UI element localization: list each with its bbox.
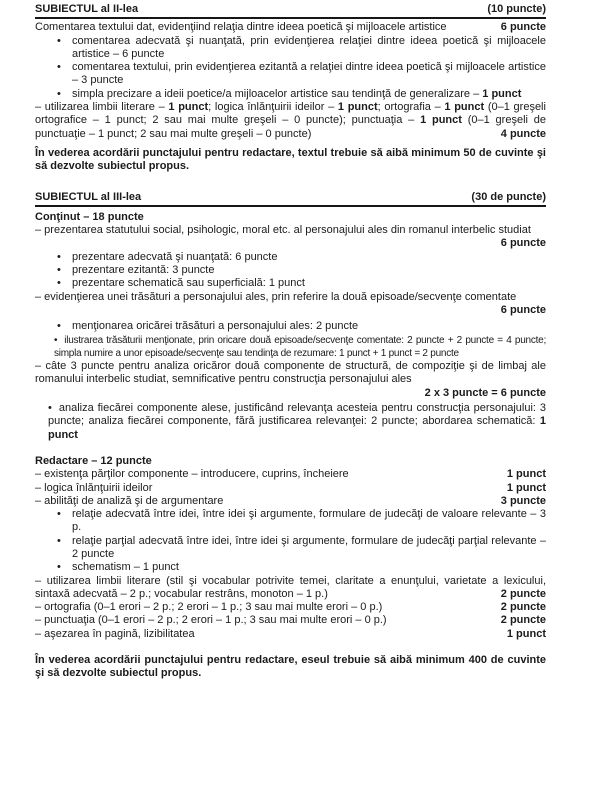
s3-item1 — [35, 224, 546, 251]
redactare-limba-row — [35, 575, 546, 602]
abilitati-bullet-1-text: relaţie adecvată între idei, între idei şi argumente, formulare de judecăţi de valoare relevante – 3 p. — [72, 508, 546, 534]
subject-3-title: SUBIECTUL al III-lea — [35, 190, 142, 203]
s2-language-criteria-points: 4 puncte — [500, 127, 546, 140]
s2-main-criterion — [35, 21, 546, 34]
s2-bullet-1-text: comentarea adecvată şi nuanţată, prin evidenţierea relaţiei dintre ideea poetică şi mijloacele artistice – 6 puncte — [72, 34, 546, 60]
s2-language-criteria-text: – utilizarea limbii literare – 1 punct; logica înlănţuirii ideilor – 1 punct; ortografia – 1 punct (0–1 greşeli ortografice – 1 punct; 2 sau mai multe greşeli – 0 puncte); punctuaţia – 1 punct (0–1 greşeli de punctuaţie – 1 punct; 2 sau mai multe greşeli – 0 puncte) — [35, 101, 546, 140]
s3-item3-bullet — [35, 402, 546, 442]
bullet-icon: • — [57, 320, 61, 333]
abilitati-bullet-3 — [35, 561, 546, 574]
bullet-icon: • — [57, 61, 61, 74]
redactare-row-1 — [35, 468, 546, 481]
redactare-row-1-text: – existenţa părţilor componente – introducere, cuprins, încheiere — [35, 468, 349, 481]
subject-3-header — [35, 191, 546, 207]
redactare-row-3 — [35, 495, 546, 508]
redactare-row-2-points: 1 punct — [506, 481, 546, 494]
bullet-icon: • — [48, 402, 52, 415]
bullet-icon: • — [57, 277, 61, 290]
s3-item3-points: 2 x 3 puncte = 6 puncte — [424, 386, 546, 399]
bullet-icon: • — [57, 87, 61, 100]
bullet-icon: • — [54, 334, 58, 346]
redactare-row-asezarea-points: 1 punct — [506, 627, 546, 640]
bullet-icon: • — [57, 561, 61, 574]
s2-bullet-2-text: comentarea textului, prin evidenţierea ezitantă a relaţiei dintre ideea poetică şi mijloacele artistice – 3 puncte — [72, 61, 546, 87]
s3-item2-bullet-1 — [35, 320, 546, 333]
redactare-row-ortografia-points: 2 puncte — [500, 601, 546, 614]
abilitati-bullet-1 — [35, 508, 546, 535]
redactare-row-ortografia — [35, 601, 546, 614]
subject-3-points: (30 de puncte) — [471, 190, 546, 203]
subject-2-title: SUBIECTUL al II-lea — [35, 3, 139, 15]
redactare-row-1-points: 1 punct — [506, 468, 546, 481]
redactare-row-2-text: – logica înlănţuirii ideilor — [35, 481, 153, 494]
bullet-icon: • — [57, 250, 61, 263]
redactare-limba-row-points: 2 puncte — [500, 587, 546, 600]
s3-item2-text: – evidenţierea unei trăsături a personajului ales, prin referire la două episoade/secvenţe comentate — [35, 290, 517, 303]
s2-language-criteria — [35, 101, 546, 141]
s3-item2-bullet-2 — [35, 334, 546, 361]
s3-note: În vederea acordării punctajului pentru redactare, eseul trebuie să aibă minimum 400 de cuvinte şi să dezvolte subiectul propus. — [35, 654, 546, 680]
s2-main-criterion-text: Comentarea textului dat, evidenţiind relaţia dintre ideea poetică şi mijloacele artistice — [35, 21, 447, 34]
bullet-icon: • — [57, 534, 61, 547]
abilitati-bullet-2-text: relaţie parţial adecvată între idei, între idei şi argumente, formulare de judecăţi parţial relevante – 2 puncte — [72, 534, 546, 560]
s2-bullet-1 — [35, 35, 546, 62]
redactare-row-asezarea-text: – aşezarea în pagină, lizibilitatea — [35, 627, 195, 640]
s3-item1-text: – prezentarea statutului social, psihologic, moral etc. al personajului ales din romanul interbelic studiat — [35, 224, 531, 237]
s3-item2-bullet-2-text: ilustrarea trăsăturii menţionate, prin oricare două episoade/secvenţe comentate: 2 puncte + 2 puncte = 4 puncte; simpla numire a unor episoade/secvenţe sau tendinţa de rezumare: 1 punct + 1 punct = 2 puncte — [54, 334, 546, 359]
s3-item2-points: 6 puncte — [500, 303, 546, 316]
redactare-row-punctuatia-text: – punctuaţia (0–1 erori – 2 p.; 2 erori – 1 p.; 3 sau mai multe erori – 0 p.) — [35, 614, 387, 627]
s3-item3 — [35, 360, 546, 387]
s3-item3-bullet-text: analiza fiecărei componente alese, justificând relevanţa acesteia pentru construcţia personajului: 3 puncte; analiza fiecărei componente, fără justificarea relevanţei: 2 puncte; abordarea schematică: 1 punct — [48, 402, 546, 441]
redactare-limba-row-text: – utilizarea limbii literare (stil şi vocabular potrivite temei, claritate a enunţului, varietate a lexicului, sintaxă adecvată – 2 p.; vocabular restrâns, monoton – 1 p.) — [35, 574, 546, 600]
s3-item2 — [35, 291, 546, 304]
subject-2-header — [35, 3, 546, 19]
s3-item1-bullet-3-text: prezentare schematică sau superficială: 1 punct — [72, 277, 305, 290]
redactare-row-3-text: – abilităţi de analiză şi de argumentare — [35, 494, 224, 507]
abilitati-bullet-3-text: schematism – 1 punct — [72, 561, 179, 574]
redactare-row-2 — [35, 482, 546, 495]
s3-item1-points: 6 puncte — [500, 237, 546, 250]
abilitati-bullet-2 — [35, 535, 546, 562]
s2-note: În vederea acordării punctajului pentru redactare, textul trebuie să aibă minimum 50 de cuvinte şi să dezvolte subiectul propus. — [35, 146, 546, 173]
bullet-icon: • — [57, 34, 61, 47]
redactare-row-3-points: 3 puncte — [500, 494, 546, 507]
s3-item1-bullet-1 — [35, 251, 546, 264]
redactare-row-punctuatia — [35, 614, 546, 627]
s2-bullet-3-text: simpla precizare a ideii poetice/a mijloacelor artistice sau tendinţă de generalizare – 1 punct — [72, 87, 522, 100]
s3-item1-bullet-2-text: prezentare ezitantă: 3 puncte — [72, 264, 215, 277]
continut-title: Conţinut – 18 puncte — [35, 210, 144, 223]
s3-item2-bullet-1-text: menţionarea oricărei trăsături a personajului ales: 2 puncte — [72, 320, 359, 333]
s3-item1-bullet-2 — [35, 264, 546, 277]
subject-2-points: (10 puncte) — [487, 3, 546, 15]
redactare-title: Redactare – 12 puncte — [35, 454, 152, 467]
s2-main-criterion-points: 6 puncte — [500, 21, 546, 34]
redactare-row-ortografia-text: – ortografia (0–1 erori – 2 p.; 2 erori – 1 p.; 3 sau mai multe erori – 0 p.) — [35, 601, 383, 614]
s3-item3-text: – câte 3 puncte pentru analiza oricăror două componente de structură, de compoziţie şi de limbaj ale romanului interbelic studiat, semnificative pentru construcţia personajului ales — [35, 360, 546, 386]
s2-bullet-3 — [35, 88, 546, 101]
redactare-row-punctuatia-points: 2 puncte — [500, 614, 546, 627]
redactare-row-asezarea — [35, 628, 546, 641]
bullet-icon: • — [57, 264, 61, 277]
bullet-icon: • — [57, 508, 61, 521]
s2-bullet-2 — [35, 61, 546, 88]
s3-item1-bullet-3 — [35, 277, 546, 290]
s3-item1-bullet-1-text: prezentare adecvată şi nuanţată: 6 puncte — [72, 250, 278, 263]
